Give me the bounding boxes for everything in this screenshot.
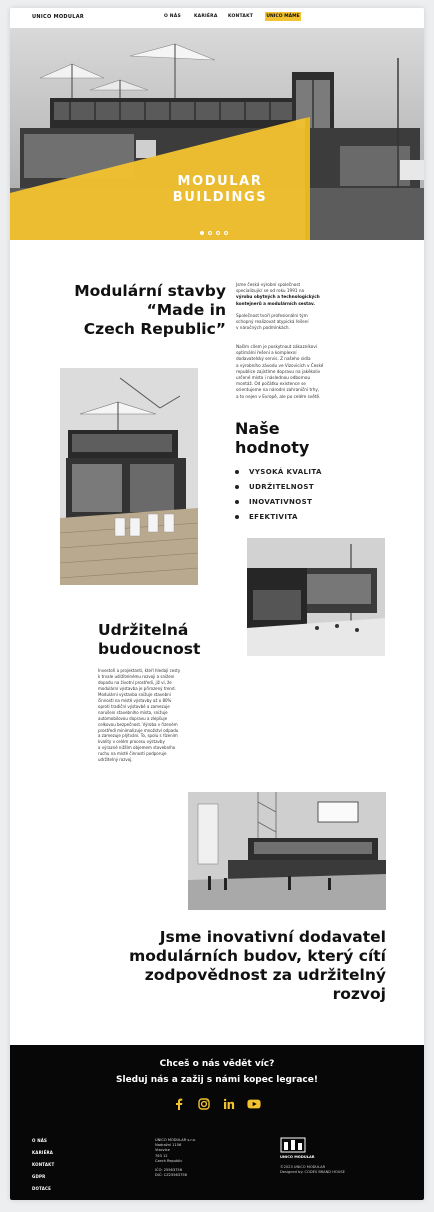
nav-link-career[interactable]: KARIÉRA [194,14,218,19]
footer-link-grants[interactable]: DOTACE [32,1186,52,1191]
facebook-icon[interactable] [172,1098,186,1110]
page [10,8,424,1200]
nav-link-contact[interactable]: KONTAKT [228,14,254,19]
intro-heading-line: Czech Republic” [83,320,226,338]
intro-heading [46,282,226,339]
photo-exhibition-stand [247,538,385,656]
footer-address: UNICO MODULAR s.r.o. Nadražní 1156 Vizovice 763 12 Czech Republic IČO: 25563756 DIČ: CZ25563756 [155,1138,196,1178]
youtube-icon[interactable] [247,1098,261,1110]
sustain-heading: Udržitelná budoucnost [98,621,201,658]
footer-link-contact[interactable]: KONTAKT [32,1162,55,1167]
hero-photo [10,28,424,240]
footer-navigation [32,1138,54,1198]
slider-dot-3[interactable] [216,231,220,235]
photo-trade-fair-building [188,792,386,910]
photo-modular-building-terrace [60,368,198,585]
footer-logo-icon [280,1137,306,1153]
hero-title-line1: MODULAR [177,174,263,189]
footer-link-career[interactable]: KARIÉRA [32,1150,54,1155]
value-item: VYSOKÁ KVALITA [235,468,322,483]
linkedin-icon[interactable] [222,1098,236,1110]
footer-link-about[interactable]: O NÁS [32,1138,48,1143]
footer-link-gdpr[interactable]: GDPR [32,1174,46,1179]
intro-paragraph-2: Společnost tvoří profesionální tým schopný realizovat atypická řešení v náročných podmínkách. [236,313,309,331]
footer-copyright: ©2023 UNICO MODULAR Designed by: CODES BRAND HOUSE [280,1165,345,1175]
social-links [172,1098,261,1110]
hero-slider [10,28,424,240]
header-logo[interactable]: UNICO MODULAR [32,14,85,20]
slider-dot-4[interactable] [224,231,228,235]
footer-cta-follow: Sleduj nás a zažij s námi kopec legrace! [116,1075,318,1085]
footer [10,1045,424,1200]
hero-title [160,174,280,206]
slider-dot-1[interactable] [200,231,204,235]
sustain-paragraph: Investoři a projektanti, kteří hledají cesty k trvale udržitelnému rozvoji a snížení dopadu na životní prostředí, již ví, že modulární výstavba je přirozený trend. Modulární výstavba snižuje stavební činnosti na místě výstavby až o 80% oproti tradiční výstavbě a zamezuje narušení stavebního místa, snižuje automobilovou dopravu a zlepšuje celkovou bezpečnost. Výroba v řízeném prostředí minimalizuje množství odpadu a zamezuje plýtvání. To, spolu s řízením kvality v celém procesu výstavby a výrazně nižším objemem stavebního ruchu na místě činnosti podporuje udržitelný rozvoj. [98,668,181,763]
value-item: INOVATIVNOST [235,498,322,513]
closing-statement: Jsme inovativní dodavatel modulárních budov, který cítí zodpovědnost za udržitelný rozvoj [129,928,386,1003]
top-navigation [10,8,424,28]
nav-cta-button[interactable]: UNICO MÁME [266,14,300,19]
footer-cta-question: Chceš o nás vědět víc? [159,1059,275,1069]
nav-link-about[interactable]: O NÁS [164,14,181,19]
value-item: EFEKTIVITA [235,513,322,528]
intro-heading-line: “Made in [146,301,226,319]
slider-dot-2[interactable] [208,231,212,235]
hero-title-line2: BUILDINGS [172,190,268,205]
values-heading: Naše hodnoty [235,419,310,457]
intro-paragraph-1: Jsme česká výrobní společnost specializující se od roku 1991 na výrobu obytných a technologických kontejnerů a modulárních sestav. [236,282,320,306]
value-item: UDRŽITELNOST [235,483,322,498]
intro-paragraph-3: Naším cílem je poskytnout zákazníkovi optimální řešení a komplexní dodavatelský servis. Z našeho sídla a výrobního závodu ve Vizovicích v České republice zajistíme dopravu na jakékoliv určené místo i následnou odbornou montáž. Od počátku existence se orientujeme na národní zahraniční trhy, a to nejen v Evropě, ale po celém světě. [236,344,324,399]
instagram-icon[interactable] [197,1098,211,1110]
intro-heading-line: Modulární stavby [74,282,226,300]
values-list [235,468,322,528]
hero-pagination [200,231,228,235]
footer-logo-text: UNICO MODULAR [280,1155,315,1159]
